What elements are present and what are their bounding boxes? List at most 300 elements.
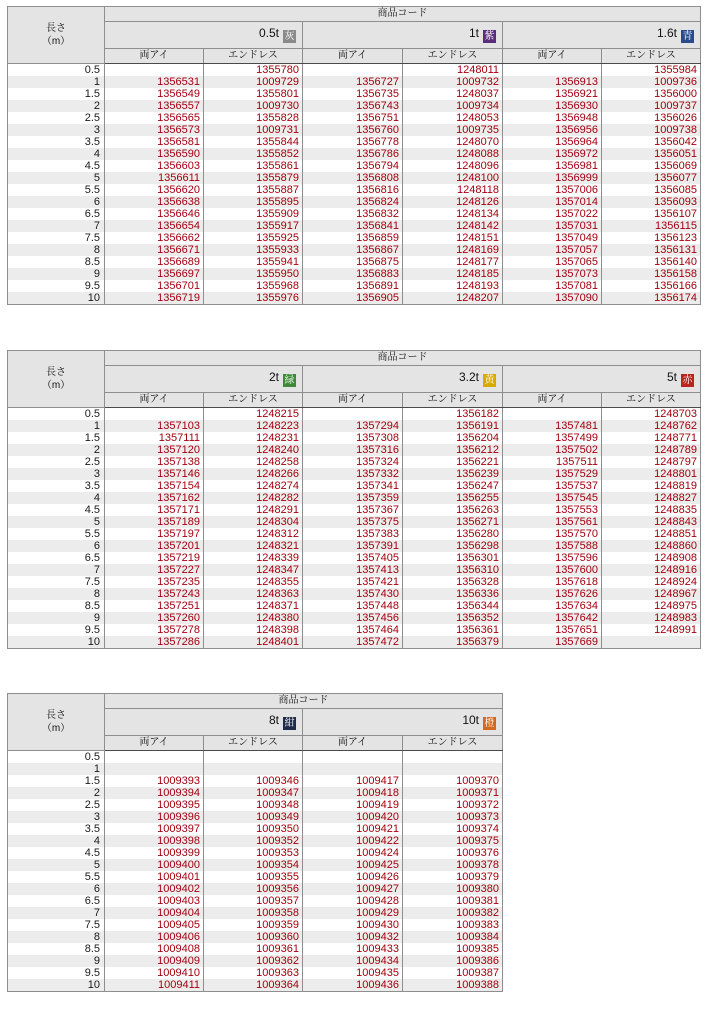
endless-header: エンドレス	[602, 393, 701, 408]
endless-code-cell: 1009737	[602, 100, 701, 112]
both-eyes-code-cell: 1009406	[105, 931, 204, 943]
both-eyes-code-cell: 1009409	[105, 955, 204, 967]
endless-code-cell: 1009730	[204, 100, 303, 112]
product-code-header: 商品コード	[105, 7, 701, 22]
both-eyes-code-cell: 1356948	[503, 112, 602, 124]
both-eyes-code-cell: 1357171	[105, 504, 204, 516]
length-cell: 8.5	[8, 600, 105, 612]
table-row	[8, 811, 503, 823]
both-eyes-code-cell: 1356565	[105, 112, 204, 124]
length-cell: 6.5	[8, 895, 105, 907]
endless-code-cell	[204, 763, 303, 775]
both-eyes-code-cell: 1357235	[105, 576, 204, 588]
both-eyes-code-cell: 1009405	[105, 919, 204, 931]
table-row	[8, 576, 701, 588]
spec-table-3	[7, 693, 503, 992]
both-eyes-code-cell: 1357634	[503, 600, 602, 612]
endless-header: エンドレス	[204, 393, 303, 408]
endless-code-cell: 1009349	[204, 811, 303, 823]
both-eyes-code-cell: 1009404	[105, 907, 204, 919]
length-cell: 3	[8, 468, 105, 480]
length-cell: 1	[8, 76, 105, 88]
endless-code-cell: 1356239	[403, 468, 503, 480]
both-eyes-code-cell: 1357642	[503, 612, 602, 624]
length-cell: 9	[8, 268, 105, 280]
both-eyes-code-cell: 1356891	[303, 280, 403, 292]
table-row	[8, 528, 701, 540]
endless-code-cell: 1248983	[602, 612, 701, 624]
table-row	[8, 456, 701, 468]
both-eyes-code-cell: 1356956	[503, 124, 602, 136]
both-eyes-code-cell: 1356786	[303, 148, 403, 160]
length-cell: 4	[8, 492, 105, 504]
endless-code-cell: 1355895	[204, 196, 303, 208]
both-eyes-code-cell: 1356999	[503, 172, 602, 184]
table-row	[8, 220, 701, 232]
endless-code-cell: 1356123	[602, 232, 701, 244]
endless-code-cell: 1009383	[403, 919, 503, 931]
both-eyes-code-cell: 1009400	[105, 859, 204, 871]
endless-code-cell: 1009731	[204, 124, 303, 136]
endless-code-cell: 1248053	[403, 112, 503, 124]
length-cell: 4	[8, 835, 105, 847]
endless-code-cell: 1009357	[204, 895, 303, 907]
both-eyes-code-cell: 1009419	[303, 799, 403, 811]
endless-code-cell: 1248916	[602, 564, 701, 576]
length-cell: 6	[8, 883, 105, 895]
endless-code-cell: 1248801	[602, 468, 701, 480]
endless-code-cell	[602, 636, 701, 649]
table-row	[8, 184, 701, 196]
endless-code-cell: 1355879	[204, 172, 303, 184]
both-eyes-code-cell: 1357278	[105, 624, 204, 636]
both-eyes-code-cell: 1009427	[303, 883, 403, 895]
color-badge: 紺	[284, 718, 295, 729]
table-row	[8, 540, 701, 552]
table-row	[8, 775, 503, 787]
both-eyes-code-cell: 1357332	[303, 468, 403, 480]
endless-code-cell: 1009385	[403, 943, 503, 955]
endless-code-cell: 1248100	[403, 172, 503, 184]
length-cell: 5.5	[8, 184, 105, 196]
color-badge: 紫	[484, 31, 495, 42]
both-eyes-code-cell: 1356751	[303, 112, 403, 124]
length-cell: 0.5	[8, 751, 105, 764]
both-eyes-code-cell: 1357596	[503, 552, 602, 564]
both-eyes-code-cell: 1357197	[105, 528, 204, 540]
endless-code-cell: 1356298	[403, 540, 503, 552]
both-eyes-code-cell: 1009410	[105, 967, 204, 979]
both-eyes-code-cell: 1357537	[503, 480, 602, 492]
table-row	[8, 292, 701, 305]
length-cell: 2	[8, 444, 105, 456]
endless-code-cell: 1356328	[403, 576, 503, 588]
endless-code-cell: 1248193	[403, 280, 503, 292]
endless-code-cell: 1009376	[403, 847, 503, 859]
both-eyes-code-cell: 1357227	[105, 564, 204, 576]
both-eyes-code-cell: 1356603	[105, 160, 204, 172]
length-header: 長さ （m）	[8, 7, 105, 64]
length-cell: 10	[8, 979, 105, 992]
both-eyes-code-cell: 1357430	[303, 588, 403, 600]
endless-code-cell: 1009354	[204, 859, 303, 871]
endless-code-cell: 1248975	[602, 600, 701, 612]
endless-code-cell: 1009359	[204, 919, 303, 931]
table-row	[8, 492, 701, 504]
length-cell: 4.5	[8, 160, 105, 172]
both-eyes-code-cell: 1357120	[105, 444, 204, 456]
both-eyes-code-cell: 1357146	[105, 468, 204, 480]
both-eyes-code-cell: 1357189	[105, 516, 204, 528]
length-cell: 5.5	[8, 528, 105, 540]
both-eyes-code-cell: 1356743	[303, 100, 403, 112]
endless-code-cell: 1356042	[602, 136, 701, 148]
both-eyes-code-cell: 1356531	[105, 76, 204, 88]
endless-code-cell: 1356140	[602, 256, 701, 268]
endless-code-cell: 1356051	[602, 148, 701, 160]
both-eyes-code-cell: 1357413	[303, 564, 403, 576]
endless-code-cell: 1356247	[403, 480, 503, 492]
both-eyes-code-cell: 1009399	[105, 847, 204, 859]
length-cell: 3	[8, 124, 105, 136]
both-eyes-code-cell: 1357618	[503, 576, 602, 588]
endless-code-cell: 1009373	[403, 811, 503, 823]
table-row	[8, 588, 701, 600]
endless-code-cell: 1248924	[602, 576, 701, 588]
endless-code-cell: 1355925	[204, 232, 303, 244]
length-cell: 3.5	[8, 823, 105, 835]
endless-code-cell: 1009350	[204, 823, 303, 835]
length-cell: 1.5	[8, 432, 105, 444]
both-eyes-code-cell: 1356697	[105, 268, 204, 280]
table-row	[8, 835, 503, 847]
table-row	[8, 232, 701, 244]
both-eyes-code-cell: 1356913	[503, 76, 602, 88]
endless-code-cell: 1248240	[204, 444, 303, 456]
length-cell: 8	[8, 588, 105, 600]
both-eyes-code-cell: 1357057	[503, 244, 602, 256]
endless-code-cell: 1248185	[403, 268, 503, 280]
endless-code-cell: 1356026	[602, 112, 701, 124]
color-badge: 青	[682, 31, 693, 42]
endless-code-cell: 1009375	[403, 835, 503, 847]
endless-code-cell: 1009346	[204, 775, 303, 787]
both-eyes-code-cell	[503, 408, 602, 421]
endless-code-cell: 1009353	[204, 847, 303, 859]
endless-code-cell: 1009732	[403, 76, 503, 88]
both-eyes-code-cell: 1356832	[303, 208, 403, 220]
endless-code-cell: 1355852	[204, 148, 303, 160]
product-code-header: 商品コード	[105, 351, 701, 366]
color-badge: 緑	[284, 375, 295, 386]
both-eyes-code-cell: 1357456	[303, 612, 403, 624]
endless-code-cell: 1356204	[403, 432, 503, 444]
endless-code-cell: 1009361	[204, 943, 303, 955]
endless-code-cell: 1009363	[204, 967, 303, 979]
endless-code-cell: 1356093	[602, 196, 701, 208]
both-eyes-code-cell: 1357651	[503, 624, 602, 636]
both-eyes-code-cell	[105, 751, 204, 764]
group-header: 10t 橙	[303, 709, 503, 736]
both-eyes-code-cell: 1356824	[303, 196, 403, 208]
both-eyes-code-cell: 1356671	[105, 244, 204, 256]
endless-code-cell: 1248274	[204, 480, 303, 492]
endless-code-cell: 1009381	[403, 895, 503, 907]
both-eyes-code-cell: 1009436	[303, 979, 403, 992]
endless-code-cell: 1248339	[204, 552, 303, 564]
both-eyes-code-cell: 1356620	[105, 184, 204, 196]
endless-code-cell: 1248819	[602, 480, 701, 492]
both-eyes-code-cell: 1009426	[303, 871, 403, 883]
both-eyes-code-cell: 1357081	[503, 280, 602, 292]
length-cell: 10	[8, 292, 105, 305]
endless-code-cell: 1356077	[602, 172, 701, 184]
endless-code-cell: 1009362	[204, 955, 303, 967]
endless-code-cell: 1248843	[602, 516, 701, 528]
table-row	[8, 208, 701, 220]
endless-code-cell	[403, 763, 503, 775]
endless-code-cell: 1009356	[204, 883, 303, 895]
both-eyes-code-cell	[303, 763, 403, 775]
endless-code-cell: 1248151	[403, 232, 503, 244]
endless-code-cell: 1356352	[403, 612, 503, 624]
endless-code-cell: 1248088	[403, 148, 503, 160]
endless-header: エンドレス	[204, 49, 303, 64]
both-eyes-code-cell: 1009424	[303, 847, 403, 859]
length-cell: 8.5	[8, 256, 105, 268]
group-header: 2t 緑	[105, 366, 303, 393]
both-eyes-code-cell: 1009430	[303, 919, 403, 931]
both-eyes-code-cell: 1356719	[105, 292, 204, 305]
both-eyes-code-cell: 1357111	[105, 432, 204, 444]
endless-code-cell: 1248398	[204, 624, 303, 636]
group-header: 1t 紫	[303, 22, 503, 49]
endless-code-cell: 1009729	[204, 76, 303, 88]
both-eyes-code-cell: 1009433	[303, 943, 403, 955]
length-cell: 3.5	[8, 480, 105, 492]
table-row	[8, 859, 503, 871]
table-row	[8, 420, 701, 432]
endless-code-cell: 1009738	[602, 124, 701, 136]
endless-code-cell: 1248771	[602, 432, 701, 444]
endless-code-cell: 1009352	[204, 835, 303, 847]
both-eyes-code-cell	[105, 763, 204, 775]
length-cell: 5	[8, 172, 105, 184]
endless-code-cell: 1248321	[204, 540, 303, 552]
both-eyes-code-cell: 1356808	[303, 172, 403, 184]
both-eyes-code-cell: 1009398	[105, 835, 204, 847]
endless-code-cell: 1009370	[403, 775, 503, 787]
endless-code-cell: 1248037	[403, 88, 503, 100]
both-eyes-code-cell: 1357219	[105, 552, 204, 564]
table-row	[8, 787, 503, 799]
endless-code-cell: 1356069	[602, 160, 701, 172]
both-eyes-code-cell: 1357545	[503, 492, 602, 504]
endless-code-cell: 1248258	[204, 456, 303, 468]
table-row	[8, 468, 701, 480]
both-eyes-code-cell: 1356905	[303, 292, 403, 305]
endless-code-cell: 1248835	[602, 504, 701, 516]
both-eyes-code-cell: 1356867	[303, 244, 403, 256]
both-eyes-code-cell: 1356689	[105, 256, 204, 268]
endless-code-cell: 1248304	[204, 516, 303, 528]
table-row	[8, 600, 701, 612]
endless-header: エンドレス	[403, 49, 503, 64]
endless-code-cell: 1248762	[602, 420, 701, 432]
length-cell: 7	[8, 907, 105, 919]
both-eyes-code-cell: 1009408	[105, 943, 204, 955]
endless-code-cell: 1248991	[602, 624, 701, 636]
endless-code-cell: 1248851	[602, 528, 701, 540]
both-eyes-code-cell: 1357570	[503, 528, 602, 540]
both-eyes-code-cell	[105, 408, 204, 421]
endless-code-cell: 1009358	[204, 907, 303, 919]
both-eyes-code-cell: 1356930	[503, 100, 602, 112]
table-row	[8, 160, 701, 172]
both-eyes-code-cell: 1357090	[503, 292, 602, 305]
endless-code-cell: 1248967	[602, 588, 701, 600]
both-eyes-code-cell: 1356921	[503, 88, 602, 100]
endless-code-cell: 1248266	[204, 468, 303, 480]
table-row	[8, 256, 701, 268]
endless-header: エンドレス	[602, 49, 701, 64]
table-row	[8, 564, 701, 576]
endless-code-cell: 1248207	[403, 292, 503, 305]
group-header: 0.5t 灰	[105, 22, 303, 49]
both-eyes-code-cell: 1357391	[303, 540, 403, 552]
both-eyes-code-cell: 1357588	[503, 540, 602, 552]
endless-code-cell: 1356182	[403, 408, 503, 421]
endless-code-cell: 1009347	[204, 787, 303, 799]
table-row	[8, 931, 503, 943]
product-code-header: 商品コード	[105, 694, 503, 709]
group-header: 8t 紺	[105, 709, 303, 736]
both-eyes-code-cell: 1356654	[105, 220, 204, 232]
table-row	[8, 504, 701, 516]
both-eyes-code-cell: 1357294	[303, 420, 403, 432]
endless-code-cell: 1009374	[403, 823, 503, 835]
both-eyes-code-cell: 1357308	[303, 432, 403, 444]
endless-code-cell: 1009388	[403, 979, 503, 992]
endless-code-cell: 1355780	[204, 64, 303, 77]
endless-code-cell: 1356158	[602, 268, 701, 280]
length-cell: 5.5	[8, 871, 105, 883]
endless-code-cell: 1355887	[204, 184, 303, 196]
endless-code-cell: 1356310	[403, 564, 503, 576]
both-eyes-code-cell: 1009435	[303, 967, 403, 979]
endless-code-cell: 1248312	[204, 528, 303, 540]
endless-code-cell: 1356221	[403, 456, 503, 468]
both-eyes-code-cell: 1357324	[303, 456, 403, 468]
endless-code-cell: 1355828	[204, 112, 303, 124]
table-row	[8, 763, 503, 775]
length-cell: 1.5	[8, 775, 105, 787]
table-row	[8, 444, 701, 456]
length-cell: 6.5	[8, 552, 105, 564]
table-row	[8, 136, 701, 148]
table-row	[8, 244, 701, 256]
endless-code-cell: 1009736	[602, 76, 701, 88]
both-eyes-code-cell: 1356859	[303, 232, 403, 244]
table-row	[8, 480, 701, 492]
both-eyes-code-cell: 1357464	[303, 624, 403, 636]
length-cell: 8	[8, 244, 105, 256]
both-eyes-code-cell: 1009393	[105, 775, 204, 787]
table-row	[8, 895, 503, 907]
endless-code-cell: 1248142	[403, 220, 503, 232]
table-row	[8, 799, 503, 811]
endless-code-cell: 1248827	[602, 492, 701, 504]
length-cell: 7.5	[8, 576, 105, 588]
both-eyes-code-cell: 1357502	[503, 444, 602, 456]
spec-table-2	[7, 350, 701, 649]
endless-code-cell: 1009387	[403, 967, 503, 979]
table-row	[8, 871, 503, 883]
color-badge: 橙	[484, 718, 495, 729]
length-cell: 9.5	[8, 967, 105, 979]
endless-code-cell: 1009734	[403, 100, 503, 112]
length-cell: 2.5	[8, 456, 105, 468]
endless-code-cell: 1248231	[204, 432, 303, 444]
both-eyes-code-cell: 1357359	[303, 492, 403, 504]
table-row	[8, 955, 503, 967]
both-eyes-header: 両アイ	[503, 49, 602, 64]
endless-code-cell: 1356085	[602, 184, 701, 196]
table-row	[8, 967, 503, 979]
endless-code-cell: 1355941	[204, 256, 303, 268]
table-row	[8, 280, 701, 292]
length-cell: 3	[8, 811, 105, 823]
table-row	[8, 943, 503, 955]
length-cell: 9	[8, 955, 105, 967]
table-row	[8, 612, 701, 624]
endless-code-cell: 1248789	[602, 444, 701, 456]
both-eyes-code-cell: 1009403	[105, 895, 204, 907]
table-row	[8, 883, 503, 895]
both-eyes-code-cell: 1356638	[105, 196, 204, 208]
length-cell: 7	[8, 564, 105, 576]
endless-code-cell: 1248096	[403, 160, 503, 172]
length-cell: 1.5	[8, 88, 105, 100]
table-row	[8, 100, 701, 112]
length-cell: 6.5	[8, 208, 105, 220]
endless-code-cell: 1009371	[403, 787, 503, 799]
both-eyes-code-cell: 1357375	[303, 516, 403, 528]
table-row	[8, 636, 701, 649]
both-eyes-code-cell	[303, 64, 403, 77]
both-eyes-code-cell: 1009420	[303, 811, 403, 823]
endless-code-cell: 1248401	[204, 636, 303, 649]
length-cell: 4.5	[8, 504, 105, 516]
group-header: 1.6t 青	[503, 22, 701, 49]
both-eyes-code-cell: 1357481	[503, 420, 602, 432]
length-cell: 7.5	[8, 919, 105, 931]
both-eyes-code-cell: 1357138	[105, 456, 204, 468]
endless-code-cell: 1356301	[403, 552, 503, 564]
endless-code-cell	[204, 751, 303, 764]
table-row	[8, 919, 503, 931]
both-eyes-code-cell	[105, 64, 204, 77]
both-eyes-code-cell: 1357031	[503, 220, 602, 232]
length-cell: 9	[8, 612, 105, 624]
table-row	[8, 196, 701, 208]
endless-code-cell: 1355976	[204, 292, 303, 305]
both-eyes-code-cell: 1356581	[105, 136, 204, 148]
endless-code-cell: 1355909	[204, 208, 303, 220]
both-eyes-header: 両アイ	[303, 49, 403, 64]
both-eyes-code-cell: 1009402	[105, 883, 204, 895]
length-cell: 0.5	[8, 408, 105, 421]
